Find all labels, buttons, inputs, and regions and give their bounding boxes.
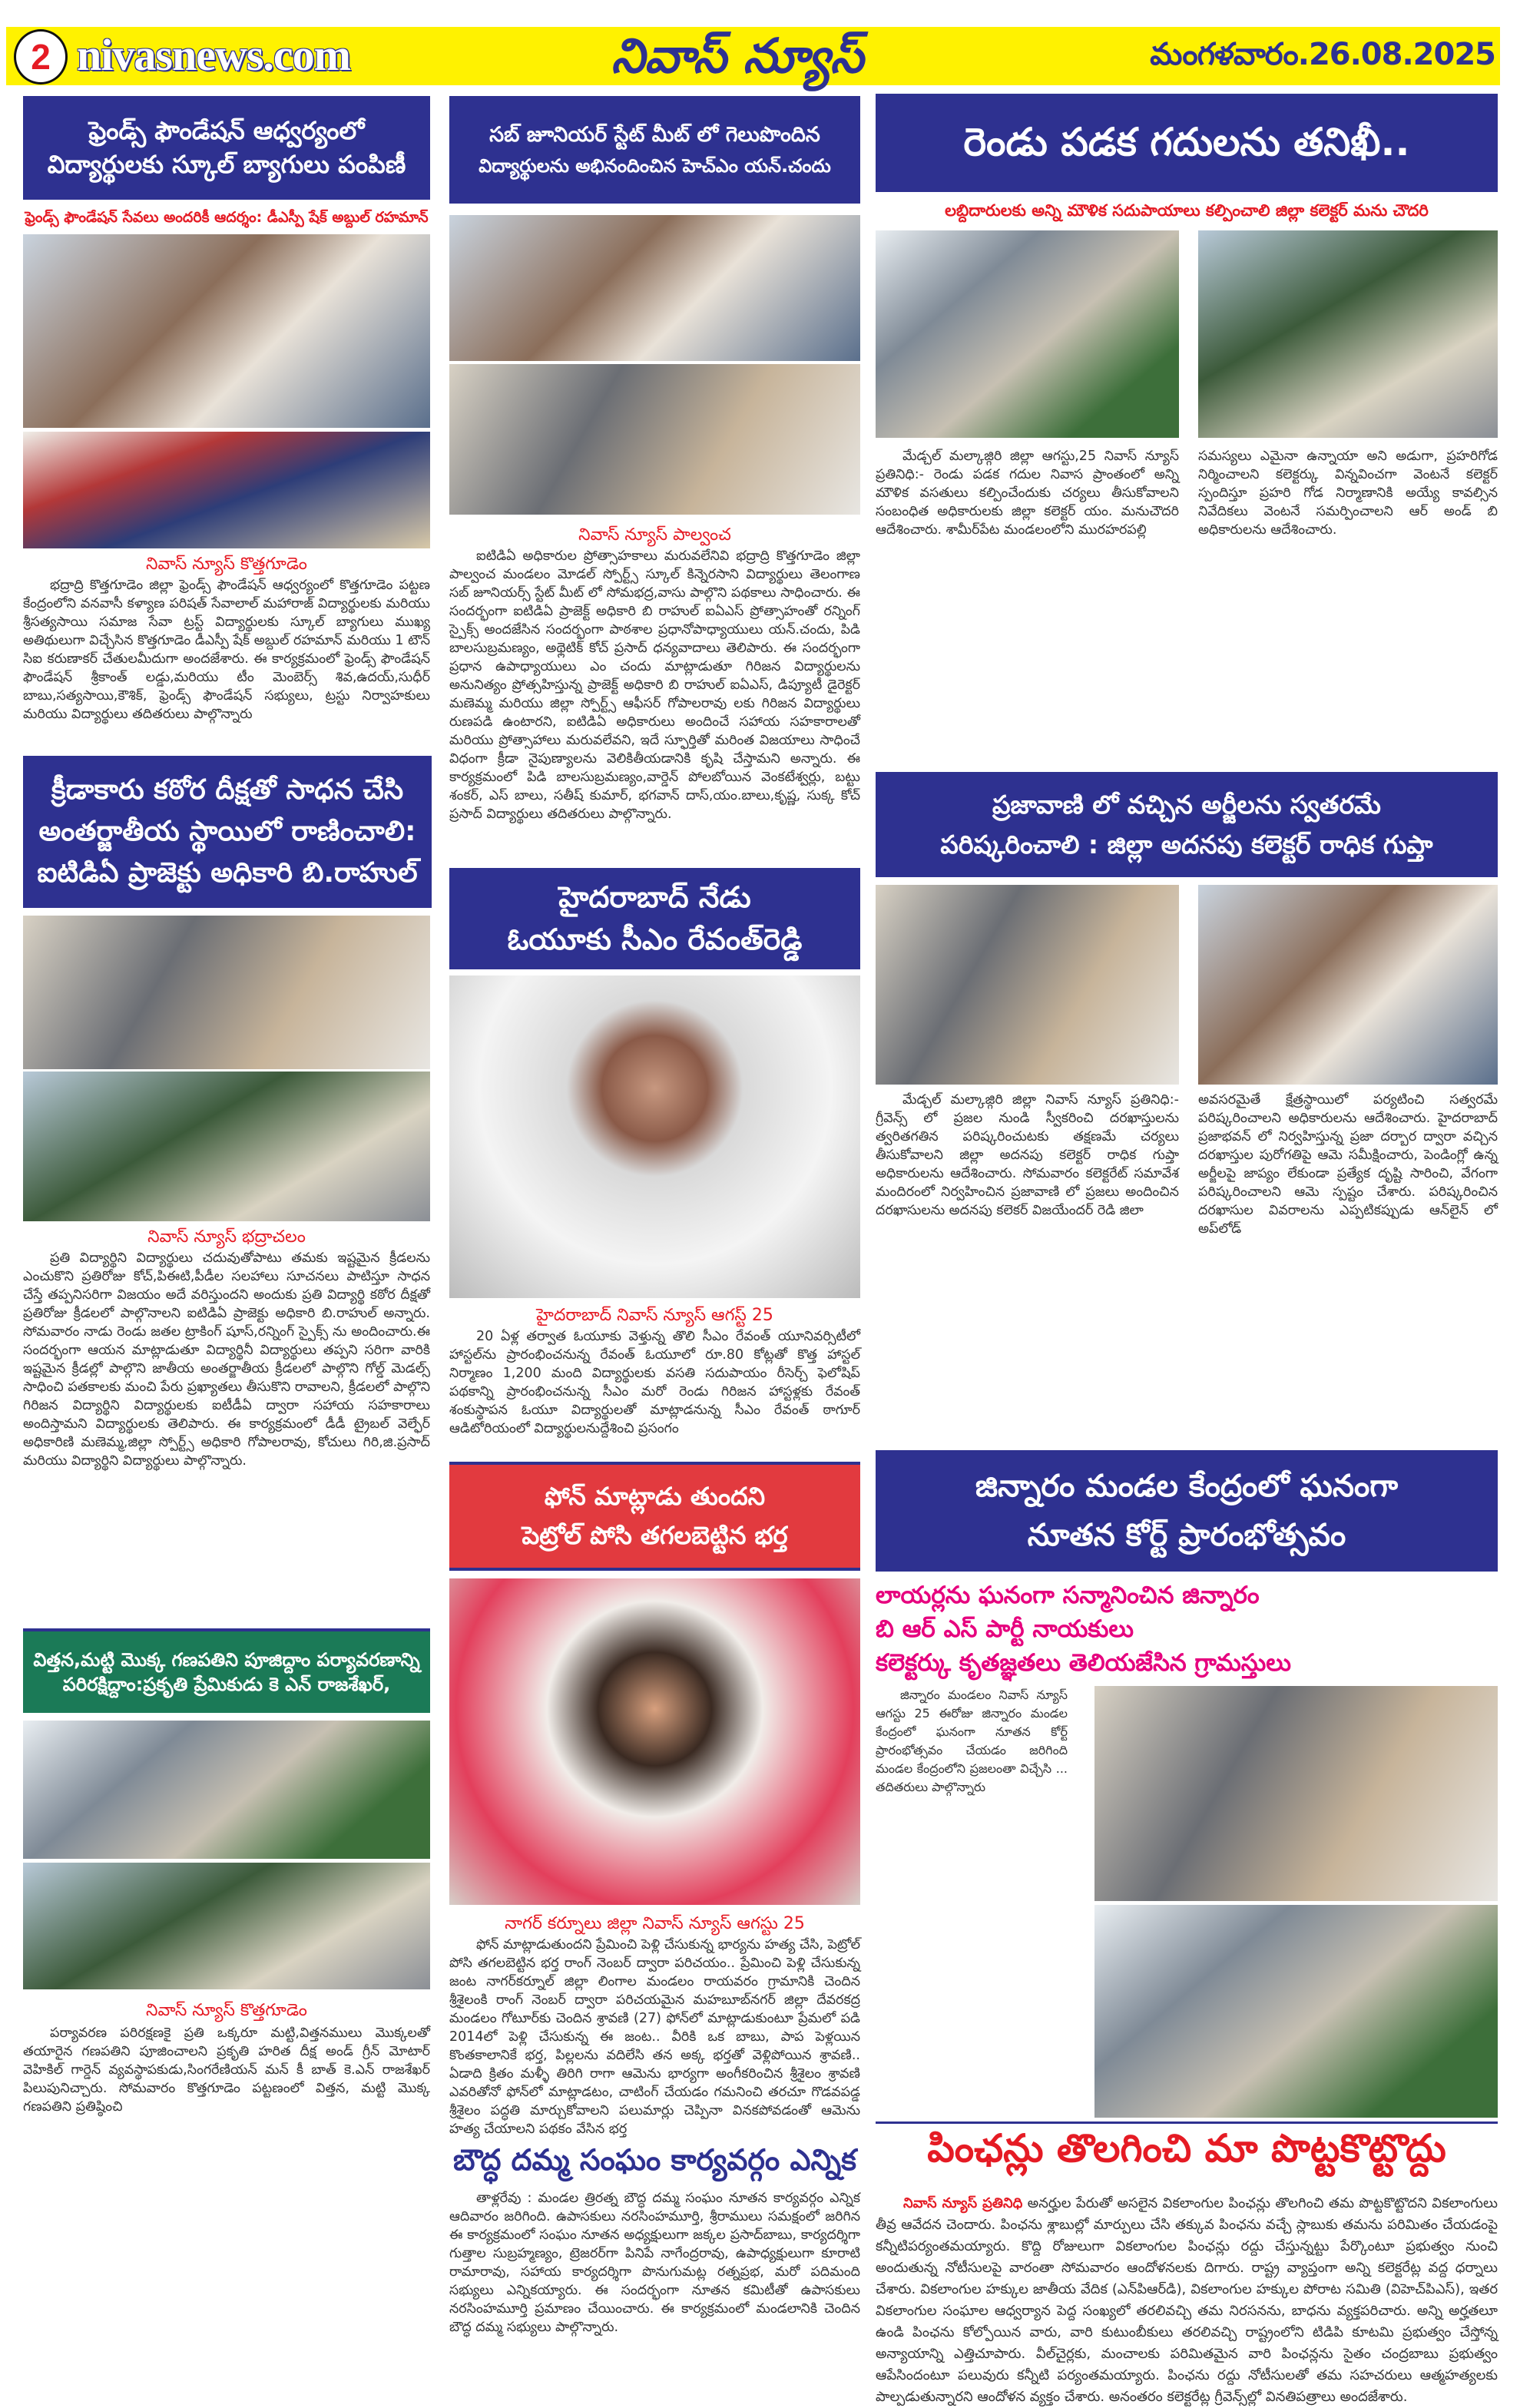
article-body: భద్రాద్రి కొత్తగూడెం జిల్లా ఫ్రెండ్స్ ఫౌండేషన్ ఆధ్వర్యంలో కొత్తగూడెం పట్టణ కేంద్రంలోని వనవాసీ కళ్యాణ పరిషత్ సేవాలాల్ మహారాజ్ విద్యార్థులకు మరియు శ్రీసత్యసాయి సమాజ సేవా ట్రస్ట్ విద్యార్థులకు స్కూల్ బ్యాగులు ముఖ్య అతిథులుగా విచ్చేసిన కొత్తగూడెం డీఎస్పీ షేక్ అబ్దుల్ రహమాన్ మరియు 1 టౌన్ సిఐ కరుణాకర్ చేతులమీదుగా అందజేశారు. ఈ కార్యక్రమంలో ఫ్రెండ్స్ ఫౌండేషన్ ఫౌండేషన్ శ్రీకాంత్ లడ్డు,మరియు టీం మెంబెర్స్ శివ,ఉదయ్,సుధీర్ బాబు,సత్యసాయి,కౌశిక్, ఫ్రెండ్స్ ఫౌండేషన్ సభ్యులు, ట్రస్టు నిర్వాహకులు మరియు విద్యార్థులు తదితరులు పాల్గొన్నారు <box>23 578 430 722</box>
headline-line: ఓయూకు సీఎం రేవంత్‌రెడ్డి <box>507 922 803 956</box>
headline-line: సబ్ జూనియర్ స్టేట్ మీట్ లో గెలుపొందిన <box>489 123 820 147</box>
photo <box>23 432 430 548</box>
headline-prajavani <box>876 772 1498 877</box>
page-number: 2 <box>14 29 68 84</box>
photo <box>1198 230 1498 438</box>
newspaper-logo: నివాస్ న్యూస్ <box>611 28 864 84</box>
dateline: నివాస్ న్యూస్ భద్రాచలం <box>147 1227 306 1247</box>
divider <box>876 2121 1498 2124</box>
headline-line: క్రీడాకారు కఠోర దీక్షతో సాధన చేసి <box>51 774 404 806</box>
headline-line: విద్యార్థులను అభినందించిన హెచ్ఎం యన్.చందు <box>479 155 831 177</box>
headline-line: పరిరక్షిద్దాం:ప్రకృతి ప్రేమికుడు కె ఎన్ రాజశేఖర్, <box>62 1674 391 1695</box>
article-body: జిన్నారం మండలం నివాస్ న్యూస్ ఆగస్టు 25 ఈరోజు జిన్నారం మండల కేంద్రంలో ఘనంగా నూతన కోర్ట్ ప్రారంభోత్సవం చేయడం జరిగింది మండల కేంద్రంలోని ప్రజలంతా విచ్చేసి ... తదితరులు పాల్గొన్నారు <box>876 1688 1068 1794</box>
issue-date: మంగళవారం.26.08.2025 <box>1150 37 1495 72</box>
article-body: ఐటిడిఏ అధికారుల ప్రోత్సాహకాలు మరువలేనివి భద్రాద్రి కొత్తగూడెం జిల్లా పాల్వంచ మండలం మోడల్ స్పోర్ట్స్ స్కూల్ కిన్నెరసాని విద్యార్థులు తెలంగాణ సబ్ జూనియర్స్ స్టేట్ మీట్ లో సోమభద్ర,వాసు పాల్గొని పథకాలు సాధించారు. ఈ సందర్భంగా ఐటిడిఏ ప్రాజెక్ట్ అధికారి బి రాహుల్ ఐఏఎస్ ప్రోత్సాహంతో రన్నింగ్ స్పైక్స్ అందజేసిన సందర్భంగా పాఠశాల ప్రధానోపాధ్యాయులు యన్.చందు, పిడి బాలసుబ్రమణ్యం, అథ్లెటిక్ కోచ్ ప్రసాద్ ధన్యవాదాలు తెలిపారు. ఈ సందర్భంగా ప్రధాన ఉపాధ్యాయులు ఎం చందు మాట్లాడుతూ గిరిజన విద్యార్థులను అనునిత్యం ప్రోత్సహిస్తున్న ప్రాజెక్ట్ అధికారి బి రాహుల్ ఐఏఎస్, డిప్యూటీ డైరెక్టర్ మణెమ్మ మరియు జిల్లా స్పోర్ట్స్ ఆఫీసర్ గోపాలరావు లకు గిరిజన విద్యార్థులు రుణపడి ఉంటారని, ఐటిడిఏ అధికారులు అందించే సహాయ సహకారాలతో మరియు ప్రోత్సాహాలు మరువలేవని, ఇదే స్ఫూర్తితో మరింత విజయాలు సాధించే విధంగా క్రీడా నైపుణ్యాలను వెలికితీయడానికి కృషి చేస్తామని అన్నారు. ఈ కార్యక్రమంలో పిడి బాలసుబ్రమణ్యం,వార్డెన్ పోలబోయిన వెంకటేశ్వర్లు, బట్టు శంకర్, ఎస్ బాలు, సతీష్ కుమార్, భగవాన్ దాస్,యం.బాలు,కృష్ణ, సుక్క కోచ్ ప్రసాద్ విద్యార్థులు తదితరులు పాల్గొన్నారు. <box>449 548 860 822</box>
headline-double-bedroom: రెండు పడక గదులను తనిఖీ.. <box>876 94 1498 192</box>
article-text: అనర్హుల పేరుతో అసలైన వికలాంగుల పింఛన్లు తొలగించి తమ పొట్టకొట్టొదని వికలాంగులు తీవ్ర ఆవేదన చెందారు. పింఛను శ్లాబుల్లో మార్పులు చేసి తక్కువ పింఛను వచ్చే స్లాబుకు తమను పరిమితం చేయడంపై కన్నీటిపర్యంతమయ్యారు. కొద్ది రోజులుగా వికలాంగుల పింఛన్లు రద్దు చేస్తున్నట్టు పేర్కొంటూ ప్రభుత్వం నుంచి అందుతున్న నోటీసులపై వారంతా సోమవారం ఆందోళనలకు దిగారు. రాష్ట్ర వ్యాప్తంగా అన్ని కలెక్టరేట్ల వద్ద ధర్నాలు చేశారు. వికలాంగుల హక్కుల జాతీయ వేదిక (ఎన్‌పిఆర్‌డి), వికలాంగుల హక్కుల పోరాట సమితి (విహెచ్‌పిఎస్), ఇతర వికలాంగుల సంఘాల ఆధ్వర్యాన పెద్ద సంఖ్యలో తరలివచ్చి తమ నిరసనను, బాధను వ్యక్తపరిచారు. అన్ని అర్హతలూ ఉండి పింఛను కోల్పోయిన వారు, వారి కుటుంబీకులు తరలివచ్చి రాష్ట్రంలోని టిడిపి కూటమి ప్రభుత్వం చేస్తోన్న అన్యాయాన్ని ఎత్తిచూపారు. వీల్‌చైర్లకు, మంచాలకు పరిమితమైన వారి పింఛన్లను సైతం చంద్రబాబు ప్రభుత్వం ఆపేసిందంటూ పలువురు కన్నీటి పర్యంతమయ్యారు. పింఛను రద్దు నోటీసులతో తమ సహచరులు ఆత్మహత్యలకు పాల్పడుతున్నారని ఆందోళన వ్యక్తం చేశారు. అనంతరం కలెక్టరేట్ల గ్రీవెన్స్‌ల్లో వినతిపత్రాలు అందజేశారు. <box>876 2195 1498 2405</box>
article-body <box>876 2193 1498 2405</box>
subheadline: బి ఆర్ ఎస్ పార్టీ నాయకులు <box>876 1615 1134 1643</box>
subheadline: లబ్దిదారులకు అన్ని మౌళిక సదుపాయాలు కల్పించాలి జిల్లా కలెక్టర్ మను చౌదరి <box>945 201 1429 220</box>
photo-cm <box>449 975 860 1298</box>
headline-line: పెట్రోల్ పోసి తగలబెట్టిన భర్త <box>522 1521 788 1550</box>
website-name: nivasnews.com <box>77 30 350 80</box>
headline-court <box>876 1450 1498 1572</box>
headline-line: ఫ్రెండ్స్ ఫౌండేషన్ ఆధ్వర్యంలో <box>88 116 365 146</box>
headline-line: నూతన కోర్ట్ ప్రారంభోత్సవం <box>1027 1518 1346 1553</box>
article-body: మేడ్చల్ మల్కాజ్గిరి జిల్లా నివాస్ న్యూస్ ప్రతినిధి:- గ్రీవెన్స్ లో ప్రజల నుండి స్వీకరించి దరఖాస్తులను త్వరితగతిన పరిష్కరించుటకు తక్షణమే చర్యలు తీసుకోవాలని జిల్లా అదనపు కలెక్టర్ రాధిక గుప్తా అధికారులను ఆదేశించారు. సోమవారం కలెక్టరేట్ సమావేశ మందిరంలో నిర్వహించిన ప్రజావాణి లో ప్రజలు అందించిన దరఖాసులను అదనపు కలెకర్ విజయేందర్ రెడి జిలా <box>876 1092 1179 1218</box>
photo <box>23 1721 430 1859</box>
headline-line: ప్రజావాణి లో వచ్చిన అర్జీలను స్వతరమే <box>992 790 1381 820</box>
subheadline: లాయర్లను ఘనంగా సన్మానించిన జిన్నారం <box>876 1582 1260 1609</box>
article-body: అవసరమైతే క్షేత్రస్థాయిలో పర్యటించి సత్వరమే పరిష్కరించాలని అధికారులను ఆదేశించారు. హైదరాబాద్ ప్రజాభవన్ లో నిర్వహిస్తున్న ప్రజా దర్బార ద్వారా వచ్చిన దరఖాస్తుల పురోగతిపై ఆమె సమీక్షించారు, పెండింగ్లో ఉన్న అర్జీలపై జాప్యం లేకుండా ప్రత్యేక దృష్టి సారించి, వేగంగా పరిష్కరించాలని ఆమె స్పష్టం చేశారు. పరిష్కరించిన దరఖాసుల వివరాలను ఎప్పటికప్పుడు ఆన్‌లైన్ లో అప్‌లోడ్ <box>1198 1092 1498 1237</box>
article-body: పర్యావరణ పరిరక్షణకై ప్రతి ఒక్కరూ మట్టి,విత్తనములు మొక్కలతో తయారైన గణపతిని పూజించాలని ప్రకృతి హరిత దీక్ష అండ్ గ్రీన్ మోటార్ వెహికిల్ గార్డెన్ వ్యవస్థాపకుడు,సింగరేణియన్ మన్ కీ బాత్ కె.ఎన్ రాజశేఖర్ పిలుపునిచ్చారు. సోమవారం కొత్తగూడెం పట్టణంలో విత్తన, మట్టి మొక్క గణపతిని ప్రతిష్ఠించి <box>23 2025 430 2115</box>
photo <box>449 215 860 361</box>
headline-line: పరిష్కరించాలి : జిల్లా అదనపు కలెక్టర్ రాధిక గుప్తా <box>940 829 1433 860</box>
headline-cm-ou <box>449 868 860 969</box>
photo <box>876 230 1179 438</box>
article-body: తాళ్లరేవు : మండల త్రిరత్న బౌద్ధ దమ్మ సంఘం నూతన కార్యవర్గం ఎన్నిక ఆదివారం జరిగింది. ఉపాసకులు నరసింహమూర్తి, శ్రీరాములు సమక్షంలో జరిగిన ఈ కార్యక్రమంలో సంఘం నూతన అధ్యక్షులుగా జక్కల ప్రసాద్‌బాబు, కార్యదర్శిగా గుత్తాల సుబ్రహ్మణ్యం, ట్రెజరర్‌గా పినిపే నాగేంద్రరావు, ఉపాధ్యక్షులుగా కూరాటి రామారావు, సహాయ కార్యదర్శిగా పొనుగుమట్ల రత్నప్రభ, మరో పదిమంది సభ్యులు ఎన్నికయ్యారు. ఈ సందర్భంగా నూతన కమిటీతో ఉపాసకులు నరసింహమూర్తి ప్రమాణం చేయించారు. ఈ కార్యక్రమంలో మండలానికి చెందిన బౌద్ధ దమ్మ సభ్యులు పాల్గొన్నారు. <box>449 2191 860 2335</box>
article-body: మేడ్చల్ మల్కాజ్గిరి జిల్లా ఆగస్టు,25 నివాస్ న్యూస్ ప్రతినిధి:- రెండు పడక గదుల నివాస ప్రాంతంలో అన్ని మౌళిక వసతులు కల్పించేందుకు చర్యలు తీసుకోవాలని సంబంధిత అధికారులకు జిల్లా కలెక్టర్ యం. మనుచౌదరి ఆదేశించారు. శామీర్‌పేట మండలంలోని మురహరపల్లి <box>876 449 1179 538</box>
byline: నివాస్ న్యూస్ ప్రతినిధి <box>903 2195 1023 2211</box>
headline-friends-foundation <box>23 96 430 200</box>
headline-line: హైదరాబాద్ నేడు <box>558 879 751 914</box>
headline-sub-junior <box>449 96 860 204</box>
subheadline: కలెక్టర్కు కృతజ్ఞతలు తెలియజేసిన గ్రామస్తులు <box>876 1649 1291 1677</box>
article-body: 20 ఏళ్ల తర్వాత ఓయూకు వెళ్తున్న తొలి సీఎం రేవంత్ యూనివర్సిటీలో హాస్టల్‌ను ప్రారంభించనున్న రేవంత్ ఓయూలో రూ.80 కోట్లతో కొత్త హాస్టల్ నిర్మాణం 1,200 మంది విద్యార్థులకు వసతి సదుపాయం రీసెర్చ్ ఫెలోషిప్ పథకాన్ని ప్రారంభించనున్న సీఎం మరో రెండు గిరిజన హాస్టళ్లకు రేవంత్ శంకుస్థాపన ఓయూ విద్యార్థులతో మాట్లాడనున్న సీఎం రేవంత్ ఠాగూర్ ఆడిటోరియంలో విద్యార్థులనుద్దేశించి ప్రసంగం <box>449 1329 860 1436</box>
dateline: నివాస్ న్యూస్ కొత్తగూడెం <box>146 2001 307 2020</box>
article-body: సమస్యలు ఎమైనా ఉన్నాయా అని అడుగా, ప్రహరిగోడ నిర్మించాలని కలెక్టర్కు విన్నవించగా వెంటనే కలెక్టర్ స్పందిస్తూ ప్రహరి గోడ నిర్మాణానికి అయ్యే కావల్సిన నివేదికలు వెంటనే సమర్పించాలని ఆర్ అండ్ బి అధికారులను ఆదేశించారు. <box>1198 449 1498 538</box>
headline-line: ఫోన్ మాట్లాడు తుందని <box>544 1481 766 1511</box>
photo <box>23 1072 430 1221</box>
headline-buddha: బౌద్ధ దమ్మ సంఘం కార్యవర్గం ఎన్నిక <box>453 2143 856 2177</box>
photo <box>23 916 430 1069</box>
headline-ganapati <box>23 1628 430 1713</box>
dateline: హైదరాబాద్ నివాస్ న్యూస్ ఆగస్ట్ 25 <box>536 1306 773 1325</box>
photo <box>876 885 1179 1085</box>
subheadline: ఫ్రెండ్స్ ఫౌండేషన్ సేవలు అందరికీ ఆదర్శం: డీఎస్పీ షేక్ అబ్దుల్ రహమాన్ <box>25 209 429 226</box>
headline-line: జిన్నారం మండల కేంద్రంలో ఘనంగా <box>975 1469 1399 1504</box>
photo <box>1198 885 1498 1085</box>
headline-pension: పింఛన్లు తొలగించి మా పొట్టకొట్టొద్దు <box>927 2126 1446 2171</box>
headline-sports-pd <box>23 756 432 908</box>
dateline: నివాస్ న్యూస్ పాల్వంచ <box>578 525 731 545</box>
headline-petrol <box>449 1462 860 1571</box>
photo <box>449 364 860 515</box>
headline-line: ఐటిడిఏ ప్రాజెక్టు అధికారి బి.రాహుల్ <box>37 857 418 889</box>
photo <box>23 234 430 428</box>
headline-line: విద్యార్థులకు స్కూల్ బ్యాగులు పంపిణీ <box>47 149 406 179</box>
photo <box>23 1863 430 1989</box>
dateline: నాగర్ కర్నూలు జిల్లా నివాస్ న్యూస్ ఆగస్టు 25 <box>505 1914 805 1933</box>
dateline: నివాస్ న్యూస్ కొత్తగూడెం <box>146 555 307 574</box>
photo <box>1094 1905 1498 2118</box>
photo-victim <box>449 1578 860 1905</box>
headline-line: విత్తన,మట్టి మొక్క గణపతిని పూజిద్దాం పర్యావరణాన్ని <box>33 1648 420 1671</box>
article-body: ప్రతి విద్యార్థిని విద్యార్థులు చదువుతోపాటు తమకు ఇష్టమైన క్రీడలను ఎంచుకొని ప్రతిరోజు కోచ్,పిఈటి,పీడీల సలహాలు సూచనలు పాటిస్తూ సాధన చేస్తే తప్పనిసరిగా విజయం అదే వరిస్తుందని అందుకు ప్రతి విద్యార్థి కఠోర దీక్షతో ప్రతిరోజు క్రీడలలో పాల్గొనాలని ఐటిడిఏ ప్రాజెక్టు అధికారి బి.రాహుల్ అన్నారు. సోమవారం నాడు రెండు జతల ట్రాకింగ్ షూస్,రన్నింగ్ స్పైక్స్ ను అందించారు.ఈ సందర్భంగా ఆయన మాట్లాడుతూ విద్యార్థినీ విద్యార్థులు తప్పని సరిగా వారికి ఇష్టమైన క్రీడల్లో పాల్గొని జాతీయ అంతర్జాతీయ క్రీడలలో పాల్గొని గోల్డ్ మెడల్స్ సాధించి పతకాలకు మంచి పేరు ప్రఖ్యాతలు తీసుకొని రావాలని, క్రీడలలో పాల్గొని గిరిజన విద్యార్థిని విద్యార్థులకు ఐటీడీఏ ద్వారా సహాయ సహకారాలు అందిస్తామని విద్యార్థులకు తెలిపారు. ఈ కార్యక్రమంలో డీడీ ట్రైబల్ వెల్ఫేర్ అధికారిణి మణెమ్మ,జిల్లా స్పోర్ట్స్ అధికారి గోపాలరావు, కోచులు గిరి,జి.ప్రసాద్ మరియు విద్యార్థిని విద్యార్థులు పాల్గొన్నారు. <box>23 1250 430 1469</box>
headline-line: అంతర్జాతీయ స్థాయిలో రాణించాలి: <box>38 816 416 847</box>
photo <box>1094 1686 1498 1901</box>
article-body: ఫోన్ మాట్లాడుతుందని ప్రేమించి పెళ్లి చేసుకున్న భార్యను హత్య చేసి, పెట్రోల్ పోసి తగలబెట్టిన భర్త రాంగ్ నెంబర్ ద్వారా పరిచయం.. ప్రేమించి పెళ్లి చేసుకున్న జంట నాగర్‌కర్నూల్ జిల్లా లింగాల మండలం రాయవరం గ్రామానికి చెందిన శ్రీశైలంకి రాంగ్ నెంబర్ ద్వారా పరిచయమైన మహబూబ్‌నగర్ జిల్లా దేవరకద్ర మండలం గోటూర్‌కు చెందిన శ్రావణి (27) ఫోన్‌లో మాట్లాడుకుంటూ ప్రేమలో పడి 2014లో పెళ్లి చేసుకున్న ఈ జంట.. వీరికి ఒక బాబు, పాప పెళ్లయిన కొంతకాలానికే భర్త, పిల్లలను వదిలేసి తన అక్క భర్తతో వెళ్లిపోయిన శ్రావణి.. ఏడాది క్రితం మళ్ళీ తిరిగి రాగా ఆమెను భార్యగా అంగీకరించిన శ్రీశైలం శ్రావణి ఎవరితోనో ఫోన్‌లో మాట్లాడటం, చాటింగ్ చేయడం గమనించి తరచూ గొడవపడ్డ శ్రీశైలం పద్ధతి మార్చుకోవాలని పలుమార్లు చెప్పినా వినకపోవడంతో ఆమెను హత్య చేయాలని పథకం వేసిన భర్త <box>449 1937 860 2137</box>
